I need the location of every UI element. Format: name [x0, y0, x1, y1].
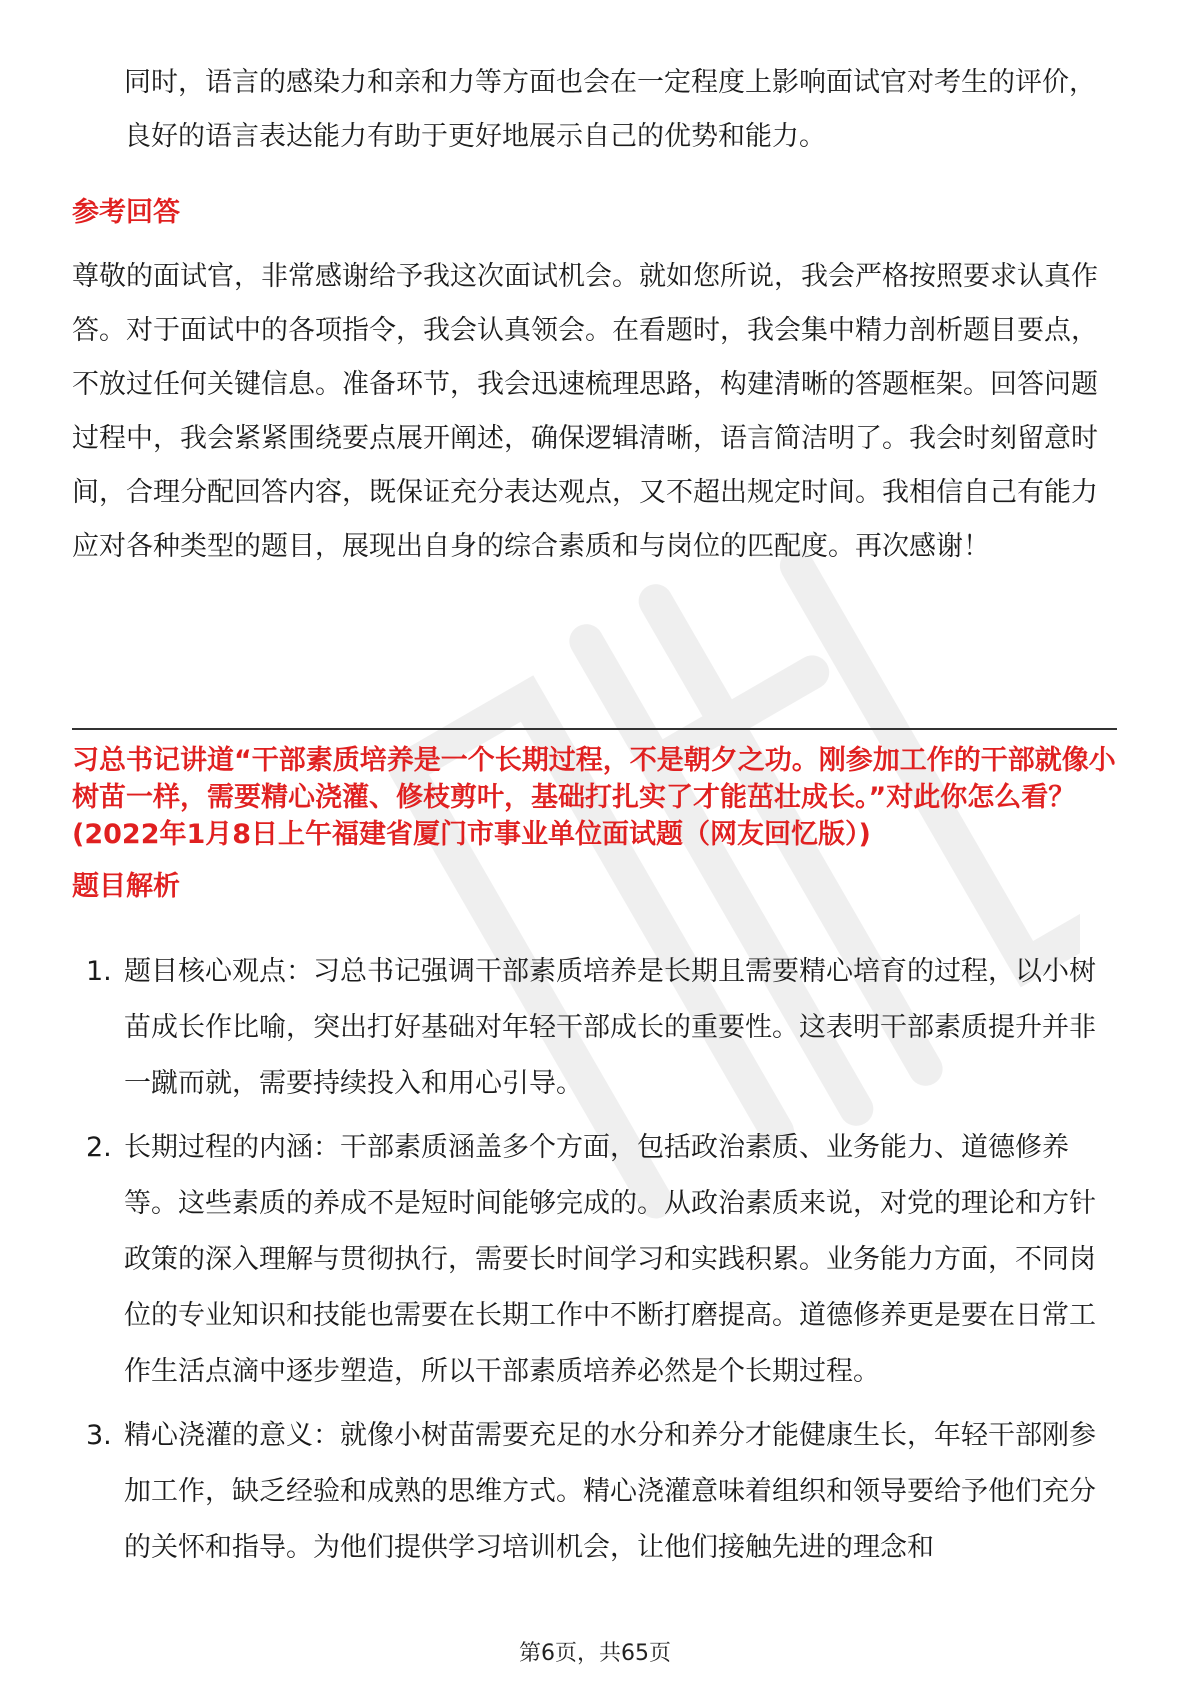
- page-footer: 第6页，共65页: [519, 1641, 671, 1666]
- question-text: 习总书记讲道“干部素质培养是一个长期过程，不是朝夕之功。刚参加工作的干部就像小树苗一样，需要精心浇灌、修枝剪叶，基础打扎实了才能茁壮成长。”对此你怎么看？(2022年1月8日上午福建省厦门市事业单位面试题（网友回忆版）): [72, 745, 1116, 850]
- section-divider: [72, 728, 1117, 730]
- intro-paragraph: 同时，语言的感染力和亲和力等方面也会在一定程度上影响面试官对考生的评价，良好的语言表达能力有助于更好地展示自己的优势和能力。: [124, 67, 1096, 152]
- reference-answer-heading: 参考回答: [72, 197, 180, 228]
- analysis-heading: 题目解析: [72, 871, 180, 902]
- list-item-number: 2.: [86, 1132, 112, 1163]
- list-item-number: 1.: [86, 956, 112, 987]
- list-item: [72, 1408, 1117, 1576]
- list-item-number: 3.: [86, 1420, 112, 1451]
- analysis-list: [72, 944, 1117, 1584]
- reference-answer-text: 尊敬的面试官，非常感谢给予我这次面试机会。就如您所说，我会严格按照要求认真作答。对于面试中的各项指令，我会认真领会。在看题时，我会集中精力剖析题目要点，不放过任何关键信息。准备环节，我会迅速梳理思路，构建清晰的答题框架。回答问题过程中，我会紧紧围绕要点展开阐述，确保逻辑清晰，语言简洁明了。我会时刻留意时间，合理分配回答内容，既保证充分表达观点，又不超出规定时间。我相信自己有能力应对各种类型的题目，展现出自身的综合素质和与岗位的匹配度。再次感谢！: [72, 261, 1098, 562]
- list-item-text: 题目核心观点：习总书记强调干部素质培养是长期且需要精心培育的过程，以小树苗成长作比喻，突出打好基础对年轻干部成长的重要性。这表明干部素质提升并非一蹴而就，需要持续投入和用心引导。: [124, 956, 1096, 1099]
- list-item: [72, 944, 1117, 1112]
- list-item: [72, 1120, 1117, 1400]
- list-item-text: 精心浇灌的意义：就像小树苗需要充足的水分和养分才能健康生长，年轻干部刚参加工作，缺乏经验和成熟的思维方式。精心浇灌意味着组织和领导要给予他们充分的关怀和指导。为他们提供学习培训机会，让他们接触先进的理念和: [124, 1420, 1096, 1563]
- list-item-text: 长期过程的内涵：干部素质涵盖多个方面，包括政治素质、业务能力、道德修养等。这些素质的养成不是短时间能够完成的。从政治素质来说，对党的理论和方针政策的深入理解与贯彻执行，需要长时间学习和实践积累。业务能力方面，不同岗位的专业知识和技能也需要在长期工作中不断打磨提高。道德修养更是要在日常工作生活点滴中逐步塑造，所以干部素质培养必然是个长期过程。: [124, 1132, 1096, 1387]
